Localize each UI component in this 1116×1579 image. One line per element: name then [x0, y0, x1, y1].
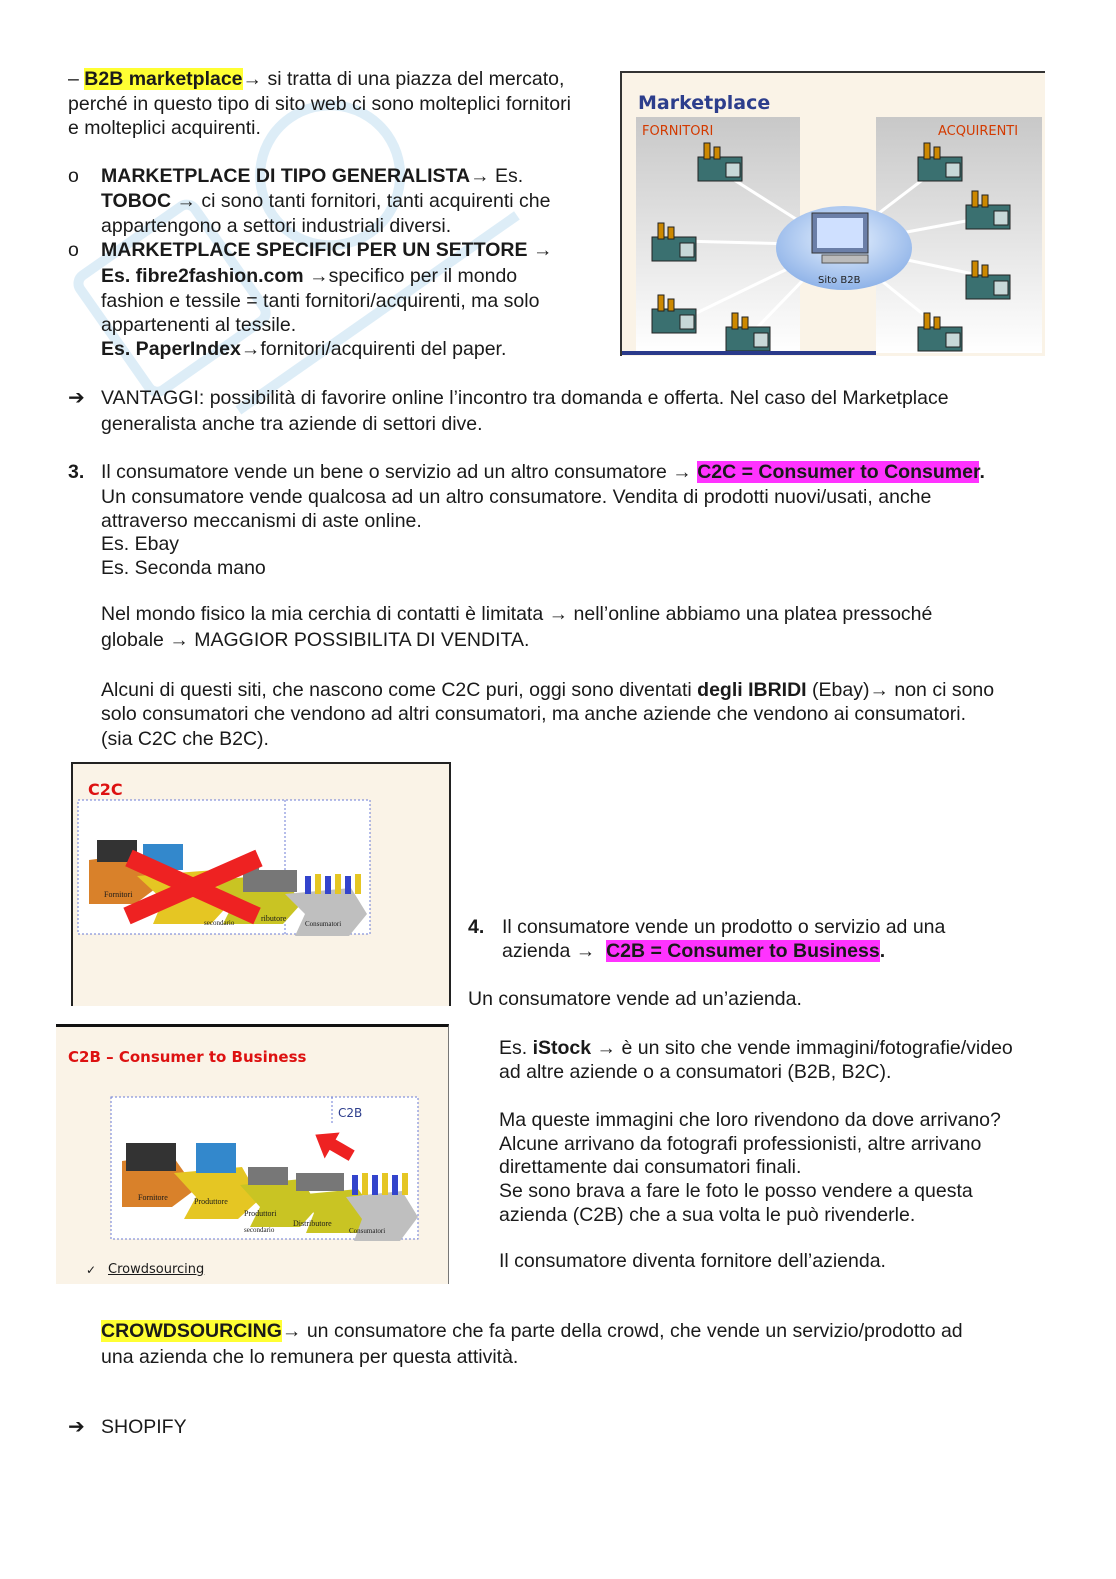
- arrow-bullet-icon: ➔: [68, 1416, 85, 1438]
- b2b-line-1: – B2B marketplace→ si tratta di una piazza del mercato,: [68, 68, 565, 90]
- sito-b2b-label: Sito B2B: [818, 275, 861, 286]
- crowdsourcing-link[interactable]: Crowdsourcing: [108, 1262, 205, 1277]
- arrow-bullet-icon: ➔: [68, 387, 85, 409]
- arrow-right-icon: →: [672, 461, 692, 483]
- section-number: 4.: [468, 916, 485, 938]
- list-item: MARKETPLACE SPECIFICI PER UN SETTORE →: [101, 239, 553, 261]
- arrow-right-icon: →: [309, 265, 329, 287]
- b2b-term: B2B marketplace: [84, 68, 243, 90]
- fig-label: ributore: [261, 914, 287, 923]
- section-number: 3.: [68, 461, 85, 483]
- acquirenti-label: ACQUIRENTI: [938, 124, 1019, 139]
- marketplace-figure: [620, 71, 1045, 356]
- arrow-right-icon: →: [169, 629, 189, 651]
- check-icon: ✓: [86, 1263, 97, 1277]
- c2b-title: C2B – Consumer to Business: [68, 1048, 307, 1066]
- arrow-right-icon: →: [596, 1037, 617, 1059]
- c2c-title: C2C: [88, 780, 123, 799]
- arrow-right-icon: →: [548, 603, 569, 625]
- c2b-term: C2B = Consumer to Business: [606, 940, 880, 962]
- arrow-right-icon: →: [869, 679, 889, 701]
- fig-label: Distributore: [293, 1219, 332, 1228]
- c2c-figure: [71, 762, 451, 1006]
- fig-label: Consumatori: [349, 1227, 386, 1235]
- list-bullet: o: [68, 165, 79, 187]
- b2b-line-3: e molteplici acquirenti.: [68, 117, 261, 139]
- list-item: MARKETPLACE DI TIPO GENERALISTA→ Es.: [101, 165, 524, 187]
- fornitori-label: FORNITORI: [642, 124, 714, 139]
- marketplace-title: Marketplace: [638, 92, 771, 114]
- vantaggi-line-1: VANTAGGI: possibilità di favorire online l’incontro tra domanda e offerta. Nel caso del Marketplace: [101, 387, 949, 409]
- arrow-right-icon: →: [575, 940, 596, 962]
- fig-label: secondario: [204, 919, 235, 927]
- fig-label: Fornitori: [104, 890, 133, 899]
- arrow-right-icon: →: [470, 165, 490, 187]
- list-bullet: o: [68, 239, 79, 261]
- vantaggi-line-2: generalista anche tra aziende di settori dive.: [101, 413, 483, 435]
- c2b-corner-label: C2B: [338, 1106, 363, 1120]
- fig-label: Consumatori: [305, 920, 342, 928]
- c2b-figure: [56, 1024, 449, 1284]
- arrow-right-icon: →: [281, 1320, 302, 1342]
- fig-label: Produttori: [244, 1209, 277, 1218]
- arrow-right-icon: →: [240, 338, 261, 360]
- arrow-right-icon: →: [242, 68, 263, 90]
- crowdsourcing-term: CROWDSOURCING: [101, 1320, 282, 1342]
- shopify-label: SHOPIFY: [101, 1416, 187, 1438]
- fig-label: secondario: [244, 1226, 275, 1234]
- b2b-line-2: perché in questo tipo di sito web ci sono molteplici fornitori: [68, 93, 571, 115]
- fig-label: Fornitore: [138, 1193, 168, 1202]
- arrow-right-icon: →: [176, 190, 196, 212]
- fig-label: Produttore: [194, 1197, 228, 1206]
- c2c-term: C2C = Consumer to Consumer: [697, 461, 980, 483]
- arrow-right-icon: →: [532, 239, 553, 261]
